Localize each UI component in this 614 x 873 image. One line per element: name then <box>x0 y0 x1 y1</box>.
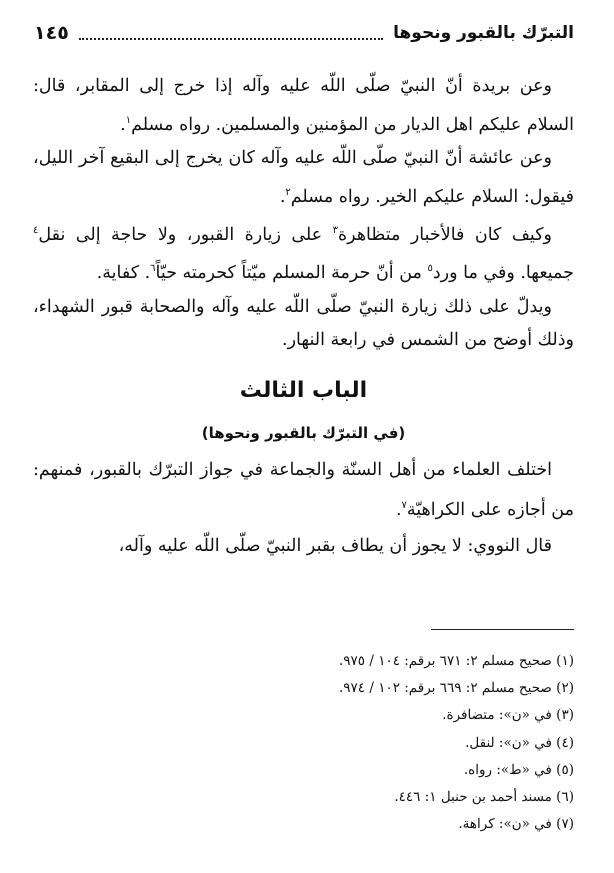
paragraph-text: قال النووي: لا يجوز أن يطاف بقبر النبيّ صلّى اللّه عليه وآله، <box>118 535 552 556</box>
running-header <box>34 18 574 48</box>
paragraph-text: وعن عائشة أنّ النبيّ صلّى اللّه عليه وآله كان يخرج إلى البقيع آخر الليل، فيقول: السلام عليكم الخير. رواه مسلم <box>33 148 574 207</box>
footnote-divider <box>431 629 574 630</box>
paragraph-evidence <box>33 291 574 358</box>
footnote-ref: ٣ <box>332 225 338 237</box>
paragraph-reports <box>33 214 574 291</box>
paragraph-text: وكيف كان فالأخبار متظاهرة <box>338 224 552 245</box>
footnote-item: (٧) في «ن»: كراهة. <box>458 816 574 833</box>
main-text-section-1 <box>33 70 574 358</box>
paragraph-text: ويدلّ على ذلك زيارة النبيّ صلّى اللّه عليه وآله والصحابة قبور الشهداء، وذلك أوضح من الشمس في رابعة النهار. <box>33 296 574 351</box>
footnote-item: (٢) صحيح مسلم ٢: ٦٦٩ برقم: ١٠٢ / ٩٧٤. <box>338 680 574 697</box>
footnotes <box>40 648 574 838</box>
footnote-ref: ٧ <box>401 500 407 511</box>
footnote-ref: ٢ <box>285 186 291 198</box>
page-number: ١٤٥ <box>34 22 69 44</box>
main-text-section-2 <box>33 452 574 564</box>
footnote-item: (٥) في «ط»: رواه. <box>463 761 574 778</box>
running-title: التبرّك بالقبور ونحوها <box>393 23 574 43</box>
footnote-ref: ١ <box>125 114 132 126</box>
footnote-ref: ٤ <box>33 225 39 237</box>
paragraph-buraida: وعن بريدة أنّ النبيّ صلّى اللّه عليه وآله إذا خرج إلى المقابر، قال: السلام عليكم اهل الديار من المؤمنين والمسلمين. رواه مسلم$^١$. <box>33 76 574 135</box>
paragraph-text: جميعها. وفي ما ورد <box>432 263 574 284</box>
paragraph-text: على زيارة القبور، ولا حاجة إلى نقل <box>38 224 333 245</box>
footnote-item: (١) صحيح مسلم ٢: ٦٧١ برقم: ١٠٤ / ٩٧٥. <box>338 653 574 669</box>
paragraph-text: من أنّ حرمة المسلم ميّتاً كحرمته حيّاً <box>155 263 428 284</box>
footnote-item: (٦) مسند أحمد بن حنبل ١: ٤٤٦. <box>394 789 574 806</box>
footnote-item: (٣) في «ن»: متضافرة. <box>442 707 574 724</box>
paragraph-text: وعن بريدة أنّ النبيّ صلّى اللّه عليه وآله إذا خرج إلى المقابر، قال: السلام عليكم اهل الديار من المؤمنين والمسلمين. رواه مسلم <box>33 76 574 135</box>
paragraph-nawawi <box>33 528 574 564</box>
chapter-title: الباب الثالث <box>239 378 368 403</box>
chapter-subtitle: (في التبرّك بالقبور ونحوها) <box>201 424 406 442</box>
footnote-ref: ٥ <box>427 263 433 275</box>
footnote-ref: ٦ <box>150 263 156 275</box>
paragraph-text: . كفاية. <box>96 263 151 284</box>
paragraph-scholars: اختلف العلماء من أهل السنّة والجماعة في جواز التبرّك بالقبور، فمنهم: من أجازه على الكراهيّة$^٧$. <box>33 460 574 520</box>
footnote-item: (٤) في «ن»: لنقل. <box>465 734 574 751</box>
header-dot-leader <box>79 26 383 40</box>
paragraph-text: اختلف العلماء من أهل السنّة والجماعة في جواز التبرّك بالقبور، فمنهم: من أجازه على الكراهيّة <box>33 460 574 520</box>
paragraph-aisha: وعن عائشة أنّ النبيّ صلّى اللّه عليه وآله كان يخرج إلى البقيع آخر الليل، فيقول: السلام عليكم الخير. رواه مسلم$^٢$. <box>33 148 574 207</box>
